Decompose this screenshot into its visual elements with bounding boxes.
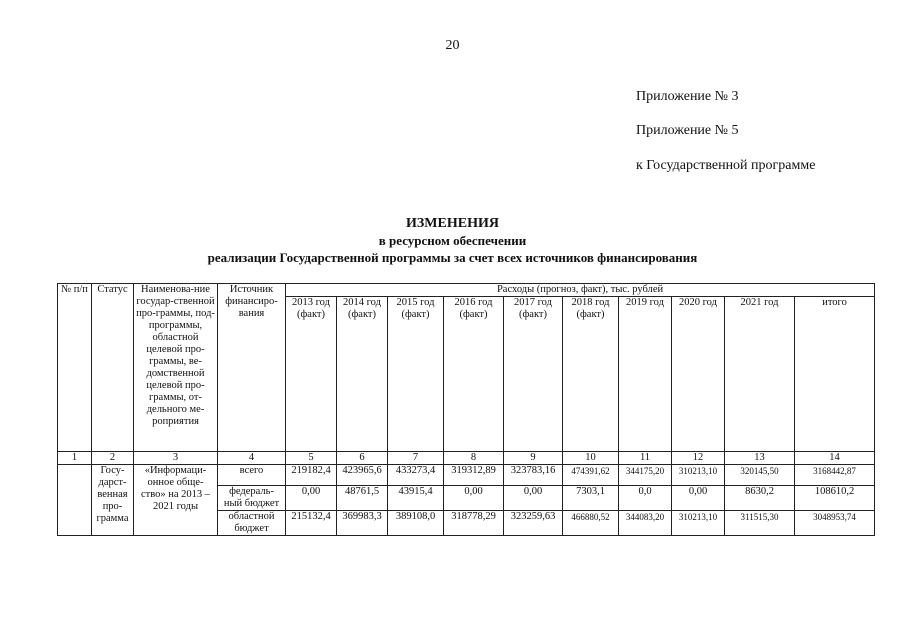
header-name: Наименова-ние государ-ственной про-граммы, под-программы, областной целевой про-граммы, ве-домственной целевой про-граммы, от-дельного ме-роприятия	[134, 284, 218, 452]
column-number: 10	[563, 452, 619, 465]
program-status: Госу-дарст-венная про-грамма	[92, 465, 134, 536]
header-status: Статус	[92, 284, 134, 452]
value-cell: 389108,0	[388, 511, 444, 536]
value-cell: 108610,2	[795, 486, 875, 511]
value-cell: 311515,30	[725, 511, 795, 536]
appendix-line-3: к Государственной программе	[636, 158, 816, 173]
column-number: 9	[504, 452, 563, 465]
value-cell: 0,00	[444, 486, 504, 511]
value-cell: 43915,4	[388, 486, 444, 511]
column-number: 4	[218, 452, 286, 465]
row-num-cell	[58, 465, 92, 536]
header-year: 2017 год (факт)	[504, 297, 563, 452]
value-cell: 48761,5	[337, 486, 388, 511]
column-number: 6	[337, 452, 388, 465]
value-cell: 0,0	[619, 486, 672, 511]
header-year: 2021 год	[725, 297, 795, 452]
value-cell: 433273,4	[388, 465, 444, 486]
value-cell: 3048953,74	[795, 511, 875, 536]
column-number: 11	[619, 452, 672, 465]
column-number: 2	[92, 452, 134, 465]
document-title: ИЗМЕНЕНИЯ	[406, 216, 499, 231]
header-total: итого	[795, 297, 875, 452]
value-cell: 423965,6	[337, 465, 388, 486]
page-number: 20	[445, 38, 460, 53]
source-cell: всего	[218, 465, 286, 486]
value-cell: 319312,89	[444, 465, 504, 486]
appendix-line-1: Приложение № 3	[636, 89, 739, 104]
value-cell: 369983,3	[337, 511, 388, 536]
value-cell: 219182,4	[286, 465, 337, 486]
header-year: 2019 год	[619, 297, 672, 452]
header-expenses: Расходы (прогноз, факт), тыс. рублей	[286, 284, 875, 297]
value-cell: 0,00	[672, 486, 725, 511]
value-cell: 320145,50	[725, 465, 795, 486]
value-cell: 310213,10	[672, 511, 725, 536]
program-name: «Информаци-онное обще-ство» на 2013 – 2021 годы	[134, 465, 218, 536]
source-cell: федераль-ный бюджет	[218, 486, 286, 511]
value-cell: 3168442,87	[795, 465, 875, 486]
value-cell: 215132,4	[286, 511, 337, 536]
value-cell: 474391,62	[563, 465, 619, 486]
value-cell: 344083,20	[619, 511, 672, 536]
source-cell: областной бюджет	[218, 511, 286, 536]
header-year: 2018 год (факт)	[563, 297, 619, 452]
value-cell: 310213,10	[672, 465, 725, 486]
column-number: 13	[725, 452, 795, 465]
header-year: 2013 год (факт)	[286, 297, 337, 452]
appendix-line-2: Приложение № 5	[636, 123, 739, 138]
document-subtitle-1: в ресурсном обеспечении	[378, 233, 527, 248]
column-number: 12	[672, 452, 725, 465]
resource-table	[57, 283, 875, 536]
value-cell: 466880,52	[563, 511, 619, 536]
header-num: № п/п	[58, 284, 92, 452]
header-source: Источник финансиро-вания	[218, 284, 286, 452]
document-subtitle-2: реализации Государственной программы за счет всех источников финансирования	[207, 250, 698, 265]
column-number: 14	[795, 452, 875, 465]
header-year: 2016 год (факт)	[444, 297, 504, 452]
value-cell: 7303,1	[563, 486, 619, 511]
column-number: 5	[286, 452, 337, 465]
value-cell: 318778,29	[444, 511, 504, 536]
value-cell: 8630,2	[725, 486, 795, 511]
value-cell: 323783,16	[504, 465, 563, 486]
value-cell: 323259,63	[504, 511, 563, 536]
column-number: 3	[134, 452, 218, 465]
header-year: 2014 год (факт)	[337, 297, 388, 452]
column-number: 8	[444, 452, 504, 465]
column-number: 1	[58, 452, 92, 465]
value-cell: 0,00	[504, 486, 563, 511]
value-cell: 344175,20	[619, 465, 672, 486]
value-cell: 0,00	[286, 486, 337, 511]
header-year: 2015 год (факт)	[388, 297, 444, 452]
column-number: 7	[388, 452, 444, 465]
header-year: 2020 год	[672, 297, 725, 452]
